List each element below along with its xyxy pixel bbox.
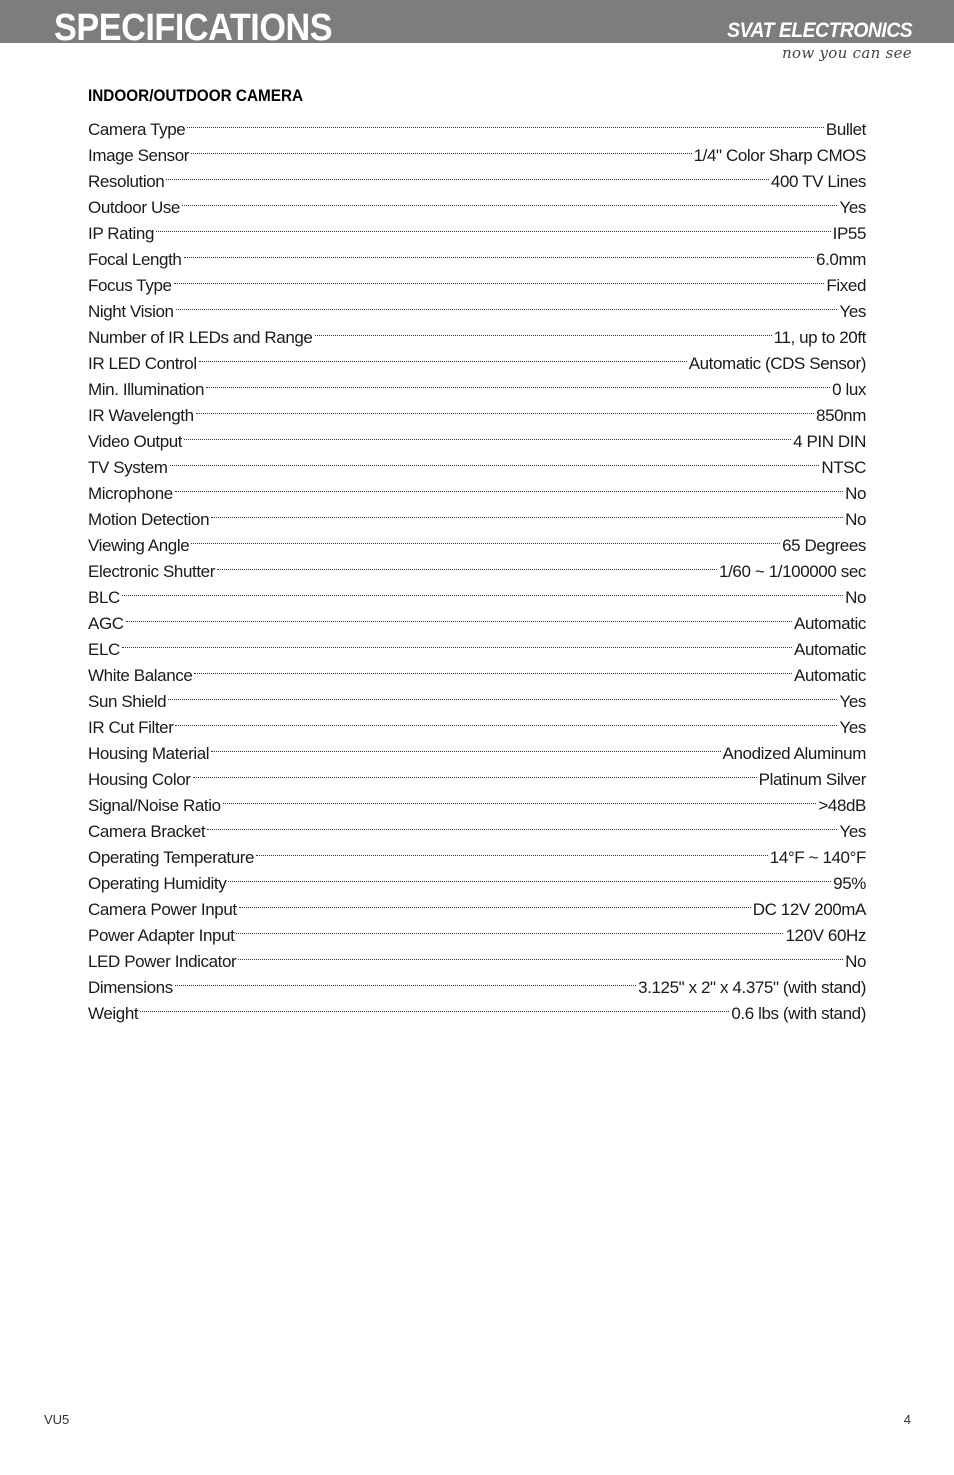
spec-label: LED Power Indicator bbox=[88, 952, 237, 971]
brand-logo bbox=[711, 19, 912, 63]
spec-value: 65 Degrees bbox=[782, 536, 866, 555]
dot-leader bbox=[196, 395, 814, 421]
spec-label: Camera Type bbox=[88, 120, 186, 139]
spec-label: Min. Illumination bbox=[88, 380, 205, 399]
spec-row bbox=[88, 603, 866, 633]
spec-value: 0.6 lbs (with stand) bbox=[731, 1004, 866, 1023]
spec-label: Electronic Shutter bbox=[88, 562, 215, 581]
dot-leader bbox=[236, 915, 783, 941]
spec-row bbox=[88, 577, 866, 607]
spec-row bbox=[88, 499, 866, 529]
section-title: INDOOR/OUTDOOR CAMERA bbox=[88, 86, 304, 105]
spec-row bbox=[88, 239, 866, 269]
spec-value: Anodized Aluminum bbox=[722, 744, 866, 763]
dot-leader bbox=[122, 577, 843, 603]
dot-leader bbox=[175, 707, 837, 733]
spec-value: 3.125" x 2" x 4.375" (with stand) bbox=[638, 978, 866, 997]
dot-leader bbox=[239, 889, 751, 915]
dot-leader bbox=[315, 317, 772, 343]
dot-leader bbox=[238, 941, 843, 967]
spec-value: Bullet bbox=[825, 120, 866, 139]
spec-value: 120V 60Hz bbox=[785, 926, 866, 945]
footer-model: VU5 bbox=[44, 1412, 70, 1427]
spec-label: Weight bbox=[88, 1004, 139, 1023]
spec-value: 0 lux bbox=[832, 380, 866, 399]
spec-value: No bbox=[845, 952, 866, 971]
spec-value: 1/4" Color Sharp CMOS bbox=[693, 146, 866, 165]
spec-label: Viewing Angle bbox=[88, 536, 190, 555]
spec-label: Video Output bbox=[88, 432, 183, 451]
spec-label: IR Wavelength bbox=[88, 406, 194, 425]
dot-leader bbox=[191, 135, 692, 161]
spec-row bbox=[88, 109, 866, 139]
spec-list bbox=[88, 109, 866, 1023]
spec-label: ELC bbox=[88, 640, 120, 659]
spec-value: Yes bbox=[839, 692, 866, 711]
spec-row bbox=[88, 681, 866, 711]
spec-value: Automatic bbox=[794, 614, 866, 633]
spec-label: Motion Detection bbox=[88, 510, 210, 529]
spec-value: 400 TV Lines bbox=[770, 172, 866, 191]
dot-leader bbox=[176, 291, 838, 317]
spec-label: TV System bbox=[88, 458, 168, 477]
spec-label: Housing Color bbox=[88, 770, 191, 789]
dot-leader bbox=[166, 161, 769, 187]
spec-row bbox=[88, 759, 866, 789]
spec-label: Camera Bracket bbox=[88, 822, 206, 841]
spec-row bbox=[88, 317, 866, 347]
dot-leader bbox=[174, 265, 825, 291]
spec-label: IR Cut Filter bbox=[88, 718, 174, 737]
spec-row bbox=[88, 629, 866, 659]
dot-leader bbox=[170, 447, 820, 473]
spec-row bbox=[88, 525, 866, 555]
dot-leader bbox=[217, 551, 717, 577]
spec-value: IP55 bbox=[832, 224, 866, 243]
spec-label: BLC bbox=[88, 588, 120, 607]
spec-row bbox=[88, 343, 866, 373]
spec-row bbox=[88, 187, 866, 217]
dot-leader bbox=[194, 655, 792, 681]
spec-label: Resolution bbox=[88, 172, 165, 191]
dot-leader bbox=[256, 837, 768, 863]
spec-row bbox=[88, 473, 866, 503]
spec-value: >48dB bbox=[818, 796, 866, 815]
spec-value: 850nm bbox=[816, 406, 866, 425]
dot-leader bbox=[184, 239, 815, 265]
page-number: 4 bbox=[903, 1412, 911, 1427]
dot-leader bbox=[228, 863, 831, 889]
spec-value: No bbox=[845, 484, 866, 503]
spec-label: Number of IR LEDs and Range bbox=[88, 328, 313, 347]
dot-leader bbox=[182, 187, 837, 213]
spec-row bbox=[88, 421, 866, 451]
spec-value: Platinum Silver bbox=[758, 770, 866, 789]
spec-label: Focus Type bbox=[88, 276, 172, 295]
dot-leader bbox=[211, 499, 843, 525]
dot-leader bbox=[168, 681, 837, 707]
spec-value: Yes bbox=[839, 302, 866, 321]
spec-value: 95% bbox=[833, 874, 866, 893]
spec-label: Focal Length bbox=[88, 250, 182, 269]
dot-leader bbox=[193, 759, 757, 785]
spec-value: Yes bbox=[839, 718, 866, 737]
spec-label: IP Rating bbox=[88, 224, 155, 243]
spec-row bbox=[88, 707, 866, 737]
dot-leader bbox=[211, 733, 720, 759]
dot-leader bbox=[207, 811, 837, 837]
spec-row bbox=[88, 655, 866, 685]
spec-value: Yes bbox=[839, 822, 866, 841]
dot-leader bbox=[175, 473, 843, 499]
spec-row bbox=[88, 265, 866, 295]
spec-label: White Balance bbox=[88, 666, 193, 685]
dot-leader bbox=[126, 603, 792, 629]
spec-label: Dimensions bbox=[88, 978, 173, 997]
spec-label: IR LED Control bbox=[88, 354, 197, 373]
spec-label: Operating Humidity bbox=[88, 874, 227, 893]
dot-leader bbox=[140, 993, 729, 1019]
spec-label: Microphone bbox=[88, 484, 173, 503]
spec-value: DC 12V 200mA bbox=[752, 900, 866, 919]
spec-value: 14°F ~ 140°F bbox=[769, 848, 866, 867]
spec-row bbox=[88, 395, 866, 425]
dot-leader bbox=[184, 421, 791, 447]
spec-label: Camera Power Input bbox=[88, 900, 237, 919]
spec-label: Power Adapter Input bbox=[88, 926, 235, 945]
dot-leader bbox=[223, 785, 817, 811]
spec-value: 6.0mm bbox=[816, 250, 866, 269]
spec-row bbox=[88, 135, 866, 165]
spec-label: AGC bbox=[88, 614, 124, 633]
spec-label: Sun Shield bbox=[88, 692, 167, 711]
spec-value: Automatic (CDS Sensor) bbox=[688, 354, 866, 373]
page-title: SPECIFICATIONS bbox=[54, 7, 333, 49]
spec-row bbox=[88, 785, 866, 815]
spec-value: No bbox=[845, 510, 866, 529]
spec-row bbox=[88, 213, 866, 243]
spec-value: Automatic bbox=[794, 640, 866, 659]
spec-label: Operating Temperature bbox=[88, 848, 255, 867]
dot-leader bbox=[187, 109, 824, 135]
spec-label: Image Sensor bbox=[88, 146, 190, 165]
spec-value: 4 PIN DIN bbox=[793, 432, 866, 451]
spec-label: Outdoor Use bbox=[88, 198, 180, 217]
dot-leader bbox=[191, 525, 780, 551]
spec-label: Night Vision bbox=[88, 302, 174, 321]
spec-row bbox=[88, 291, 866, 321]
spec-row bbox=[88, 369, 866, 399]
spec-row bbox=[88, 551, 866, 581]
brand-name: SVAT ELECTRONICS bbox=[726, 19, 912, 42]
spec-value: Fixed bbox=[826, 276, 866, 295]
dot-leader bbox=[175, 967, 636, 993]
spec-value: Automatic bbox=[794, 666, 866, 685]
spec-value: 11, up to 20ft bbox=[773, 328, 866, 347]
spec-value: 1/60 ~ 1/100000 sec bbox=[719, 562, 866, 581]
dot-leader bbox=[122, 629, 792, 655]
dot-leader bbox=[206, 369, 830, 395]
spec-row bbox=[88, 447, 866, 477]
dot-leader bbox=[156, 213, 831, 239]
spec-row bbox=[88, 967, 866, 997]
dot-leader bbox=[199, 343, 687, 369]
spec-value: NTSC bbox=[821, 458, 866, 477]
spec-value: Yes bbox=[839, 198, 866, 217]
brand-tagline: now you can see bbox=[782, 44, 912, 62]
spec-label: Housing Material bbox=[88, 744, 210, 763]
spec-row bbox=[88, 733, 866, 763]
spec-label: Signal/Noise Ratio bbox=[88, 796, 221, 815]
spec-value: No bbox=[845, 588, 866, 607]
spec-row bbox=[88, 161, 866, 191]
